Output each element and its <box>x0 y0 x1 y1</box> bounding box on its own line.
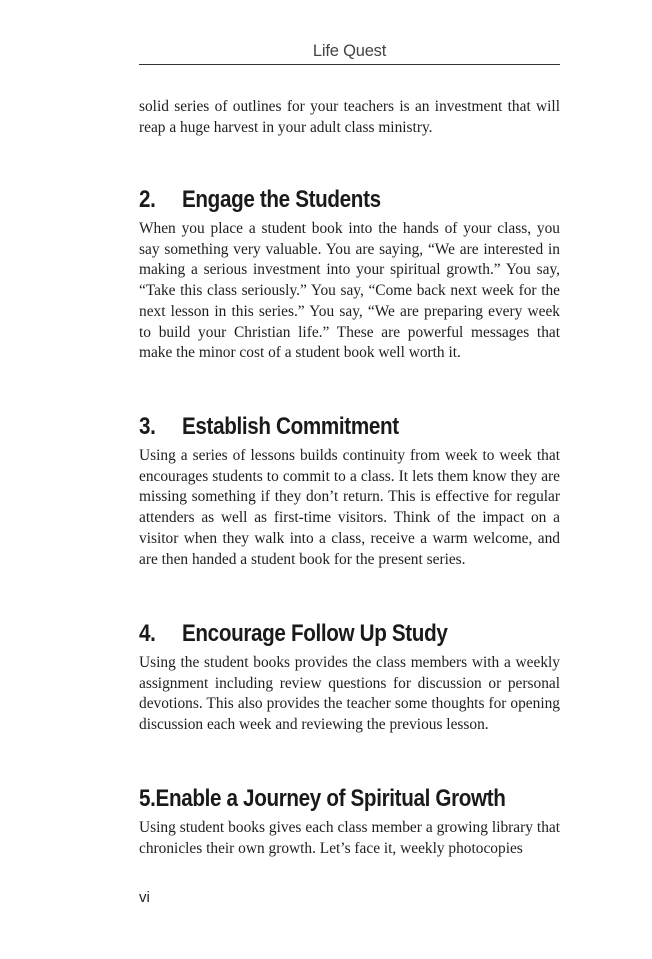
section-3 <box>139 413 560 570</box>
page-number: vi <box>139 889 150 906</box>
section-body: Using student books gives each class member a growing library that chronicles their own growth. Let’s face it, weekly photocopies <box>139 819 560 857</box>
section-body: Using a series of lessons builds continuity from week to week that encourages students to commit to a class. It lets them know they are missing something if they don’t return. This is effective for regular attenders as well as first-time visitors. Think of the impact on a visitor when they walk into a class, receive a warm welcome, and are then handed a student book for the present series. <box>139 447 560 568</box>
section-number: 2. <box>139 186 156 213</box>
section-heading <box>139 186 501 214</box>
intro-block <box>139 97 560 138</box>
section-2 <box>139 186 560 364</box>
section-heading <box>139 620 501 648</box>
section-heading <box>139 785 506 813</box>
header-rule <box>139 64 560 65</box>
section-number: 5. <box>139 785 156 812</box>
section-5 <box>139 785 560 859</box>
section-body: Using the student books provides the class members with a weekly assignment including review questions for discussion or personal devotions. This also provides the teacher some thoughts for opening discussion each week and reviewing the previous lesson. <box>139 654 560 734</box>
section-title: Enable a Journey of Spiritual Growth <box>155 785 506 812</box>
section-title: Establish Commitment <box>182 413 399 440</box>
section-number: 4. <box>139 620 156 647</box>
section-number: 3. <box>139 413 156 440</box>
section-title: Encourage Follow Up Study <box>182 620 448 647</box>
section-body: When you place a student book into the hands of your class, you say something very valuable. You are saying, “We are interested in making a serious investment into your spiritual growth.” You say, “Take this class seriously.” You say, “Come back next week for the next lesson in this series.” You say, “We are preparing every week to build your Christian life.” These are powerful messages that make the minor cost of a student book well worth it. <box>139 220 560 362</box>
running-head: Life Quest <box>312 42 387 60</box>
section-title: Engage the Students <box>182 186 381 213</box>
book-page <box>139 0 560 959</box>
section-4 <box>139 620 560 736</box>
intro-paragraph: solid series of outlines for your teachers is an investment that will reap a huge harvest in your adult class ministry. <box>139 98 560 136</box>
section-heading <box>139 413 501 441</box>
